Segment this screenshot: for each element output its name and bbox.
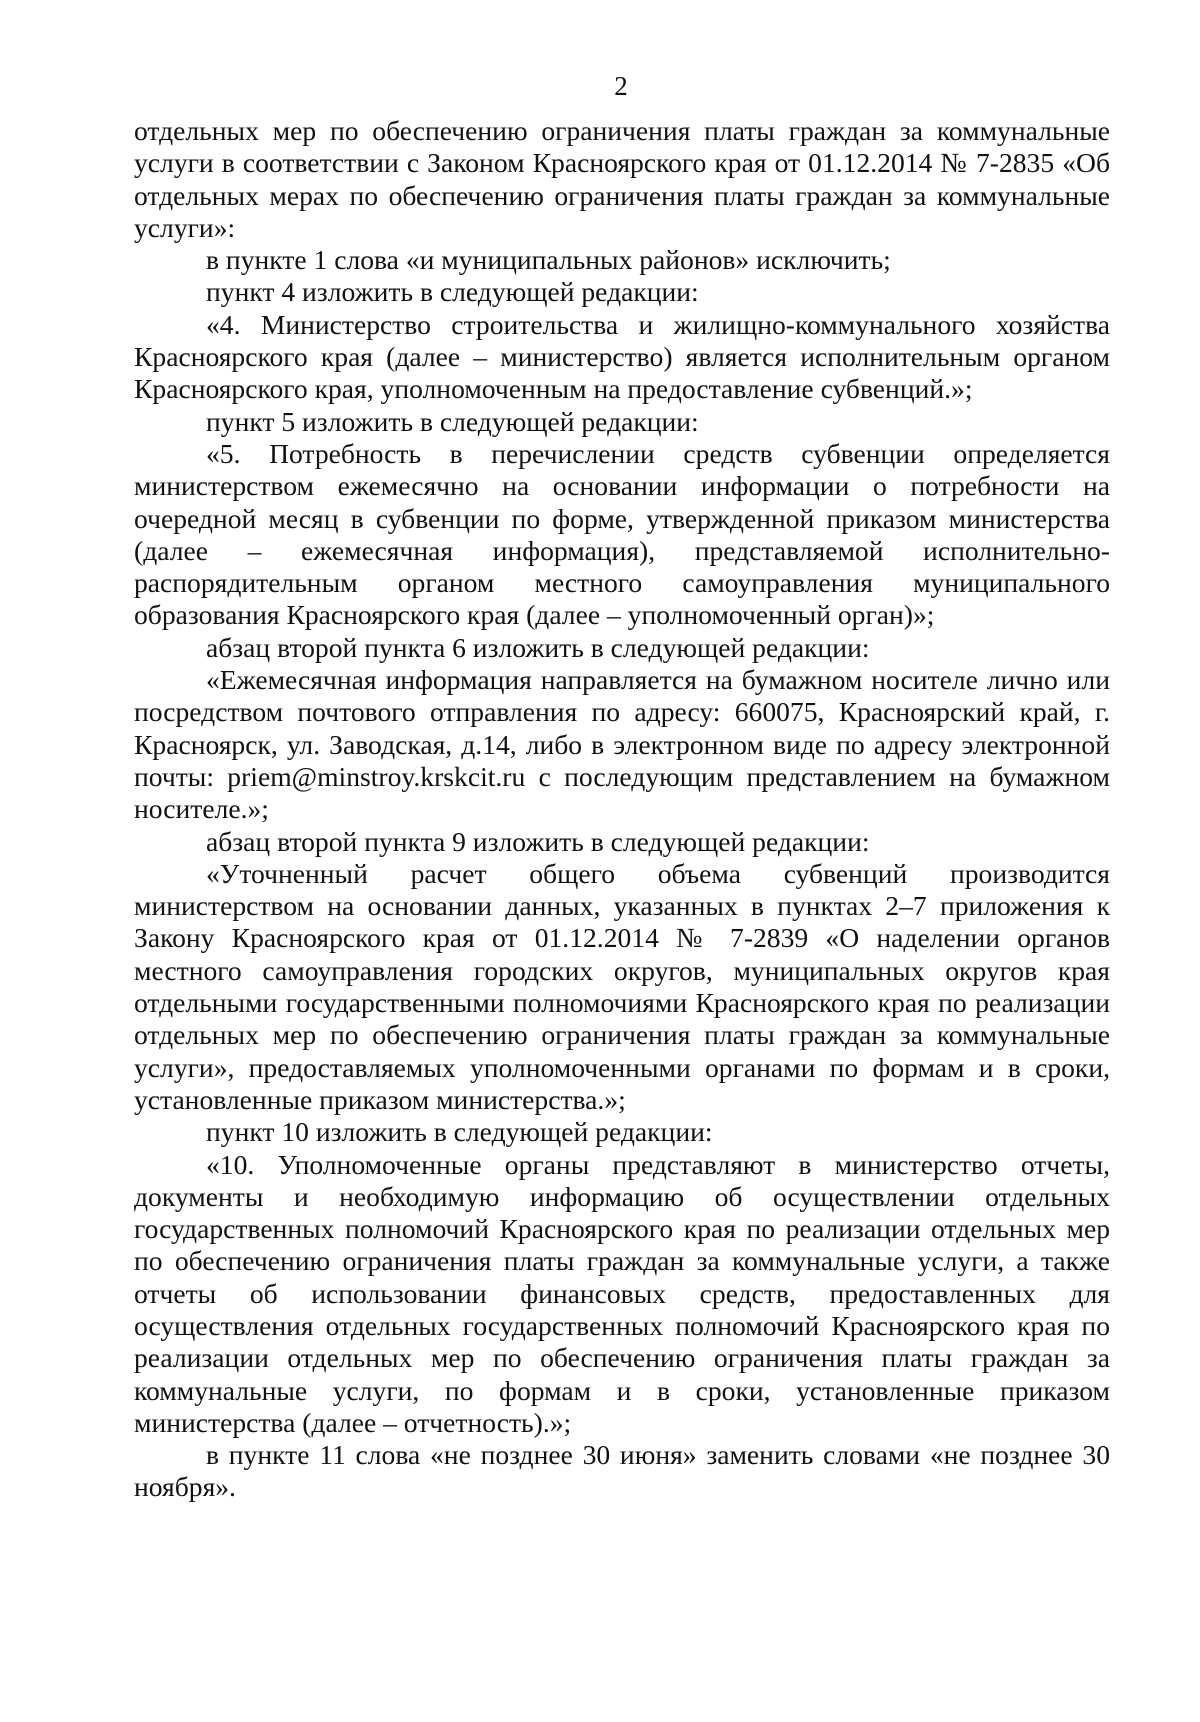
paragraph: в пункте 1 слова «и муниципальных районов» исключить; bbox=[206, 244, 891, 276]
paragraph: в пункте 11 слова «не позднее 30 июня» заменить словами «не позднее 30 ноября». bbox=[134, 1439, 1110, 1503]
paragraph: отдельных мер по обеспечению ограничения платы граждан за коммунальные услуги в соответствии с Законом Красноярского края от 01.12.2014 № 7-2835 «Об отдельных мерах по обеспечению ограничения платы граждан за коммунальные услуги»: bbox=[134, 115, 1110, 243]
paragraph: «4. Министерство строительства и жилищно-коммунального хозяйства Красноярского края (далее – министерство) является исполнительным органом Красноярского края, уполномоченным на предоставление субвенций.»; bbox=[134, 308, 1110, 405]
paragraph: пункт 5 изложить в следующей редакции: bbox=[206, 405, 699, 437]
paragraph: «Уточненный расчет общего объема субвенций производится министерством на основании данных, указанных в пунктах 2–7 приложения к Закону Красноярского края от 01.12.2014 № 7-2839 «О наделении органов местного самоуправления городских округов, муниципальных округов края отдельными государственными полномочиями Красноярского края по реализации отдельных мер по обеспечению ограничения платы граждан за коммунальные услуги», предоставляемых уполномоченными органами по формам и в сроки, установленные приказом министерства.»; bbox=[134, 857, 1110, 1115]
paragraph: абзац второй пункта 6 изложить в следующей редакции: bbox=[206, 631, 870, 663]
paragraph: пункт 4 изложить в следующей редакции: bbox=[206, 276, 699, 308]
paragraph: «Ежемесячная информация направляется на бумажном носителе лично или посредством почтового отправления по адресу: 660075, Красноярский край, г. Красноярск, ул. Заводская, д.14, либо в электронном виде по адресу электронной почты: priem@minstroy.krskcit.ru с последующим представлением на бумажном носителе.»; bbox=[134, 664, 1110, 825]
document-body bbox=[134, 115, 1110, 1504]
paragraph: «10. Уполномоченные органы представляют в министерство отчеты, документы и необходимую информацию об осуществлении отдельных государственных полномочий Красноярского края по реализации отдельных мер по обеспечению ограничения платы граждан за коммунальные услуги, а также отчеты об использовании финансовых средств, предоставленных для осуществления отдельных государственных полномочий Красноярского края по реализации отдельных мер по обеспечению ограничения платы граждан за коммунальные услуги, по формам и в сроки, установленные приказом министерства (далее – отчетность).»; bbox=[134, 1148, 1110, 1438]
paragraph: абзац второй пункта 9 изложить в следующей редакции: bbox=[206, 825, 870, 857]
paragraph: пункт 10 изложить в следующей редакции: bbox=[206, 1116, 713, 1148]
page-number: 2 bbox=[614, 71, 628, 101]
paragraph: «5. Потребность в перечислении средств субвенции определяется министерством ежемесячно на основании информации о потребности на очередной месяц в субвенции по форме, утвержденной приказом министерства (далее – ежемесячная информация), представляемой исполнительно-распорядительным органом местного самоуправления муниципального образования Красноярского края (далее – уполномоченный орган)»; bbox=[134, 437, 1110, 631]
